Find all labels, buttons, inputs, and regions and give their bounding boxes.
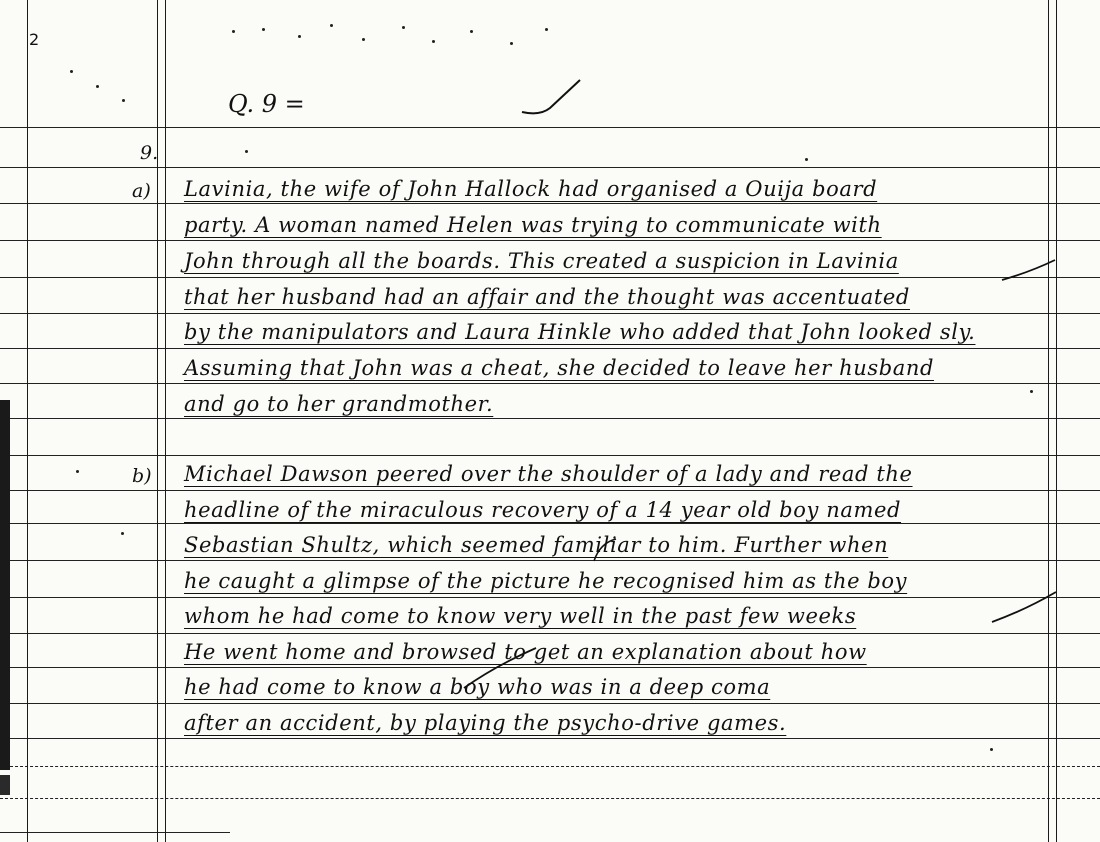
scan-speck [245,150,248,153]
scan-speck [262,28,265,31]
scan-speck [432,40,435,43]
grader-pen-mark [990,588,1060,628]
answer-line: Assuming that John was a cheat, she decided to leave her husband [184,356,935,380]
grader-pen-mark [590,535,620,565]
check-mark-icon [520,72,590,122]
answer-line: whom he had come to know very well in the past few weeks [184,604,857,628]
scan-speck [330,24,333,27]
answer-line: Sebastian Shultz, which seemed familiar to him. Further when [184,533,889,557]
scan-speck [545,28,548,31]
margin-line-left [27,0,28,842]
answer-line: after an accident, by playing the psycho-drive games. [184,711,787,735]
answer-line: he had come to know a boy who was in a deep coma [184,675,771,699]
scan-speck [70,70,73,73]
scan-speck [362,38,365,41]
answer-line: by the manipulators and Laura Hinkle who added that John looked sly. [184,320,976,344]
question-heading: Q. 9 = [228,90,305,118]
answer-line: Michael Dawson peered over the shoulder of a lady and read the [184,462,913,486]
ruled-line [0,832,230,833]
scan-speck [990,748,993,751]
scan-speck [122,99,125,102]
answer-line: John through all the boards. This created a suspicion in Lavinia [184,249,899,273]
answer-line: headline of the miraculous recovery of a 14 year old boy named [184,498,902,522]
margin-line-left-inner-2 [165,0,166,842]
margin-line-left-inner [157,0,158,842]
scan-speck [402,26,405,29]
scan-speck [510,42,513,45]
scan-binding-shadow [0,775,10,795]
answer-line: he caught a glimpse of the picture he recognised him as the boy [184,569,908,593]
scan-speck [470,30,473,33]
grader-pen-mark [1000,250,1060,290]
question-number: 9. [140,142,159,164]
grader-pen-mark [460,636,540,696]
margin-line-right [1048,0,1049,842]
answer-line: Lavinia, the wife of John Hallock had organised a Ouija board [184,177,878,201]
scan-speck [1030,390,1033,393]
scan-speck [96,85,99,88]
answer-line: party. A woman named Helen was trying to communicate with [184,213,882,237]
answer-line: He went home and browsed to get an explanation about how [184,640,867,664]
scan-speck [232,30,235,33]
scan-speck [76,470,79,473]
scan-speck [121,532,124,535]
scan-binding-shadow [0,400,10,770]
page-number: 2 [29,30,40,49]
scan-speck [298,35,301,38]
answer-line: that her husband had an affair and the thought was accentuated [184,285,910,309]
scan-speck [805,158,808,161]
answer-part-label: a) [132,180,151,202]
answer-line: and go to her grandmother. [184,392,494,416]
margin-line-right-2 [1056,0,1057,842]
answer-part-label: b) [132,465,152,487]
